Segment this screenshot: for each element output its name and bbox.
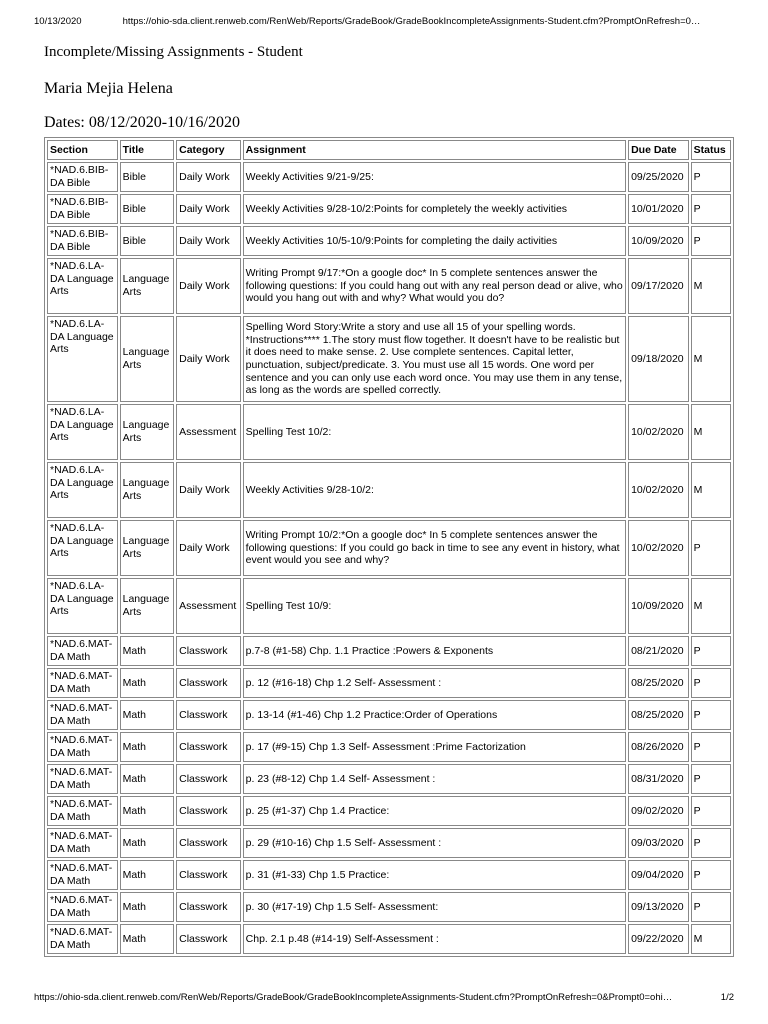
row-category: Daily Work [176,316,241,402]
row-title: Math [120,732,174,762]
row-section: *NAD.6.BIB-DA Bible [47,226,118,256]
header-assignment: Assignment [243,140,626,160]
row-assignment: Writing Prompt 10/2:*On a google doc* In 5 complete sentences answer the following questions: If you could go back in time to see any event in history, what event would you see and why? [243,520,626,576]
row-status: P [691,892,731,922]
row-assignment: p. 23 (#8-12) Chp 1.4 Self- Assessment : [243,764,626,794]
row-status: P [691,732,731,762]
row-category: Classwork [176,828,241,858]
table-row [47,636,731,666]
row-title: Language Arts [120,462,174,518]
row-due-date: 08/25/2020 [628,668,689,698]
row-section: *NAD.6.MAT-DA Math [47,732,118,762]
row-status: P [691,194,731,224]
row-section: *NAD.6.BIB-DA Bible [47,162,118,192]
row-assignment: Writing Prompt 9/17:*On a google doc* In 5 complete sentences answer the following questions: If you could hang out with any real person dead or alive, who would you hang out with and why? What would you do? [243,258,626,314]
table-row [47,892,731,922]
table-row [47,316,731,402]
row-category: Classwork [176,764,241,794]
row-due-date: 08/25/2020 [628,700,689,730]
row-section: *NAD.6.LA-DA Language Arts [47,520,118,576]
print-url: https://ohio-sda.client.renweb.com/RenWeb/Reports/GradeBook/GradeBookIncompleteAssignments-Student.cfm?PromptOnRefresh=0… [122,16,701,27]
row-status: M [691,316,731,402]
row-status: M [691,404,731,460]
row-section: *NAD.6.MAT-DA Math [47,636,118,666]
row-status: P [691,520,731,576]
print-date: 10/13/2020 [34,16,82,27]
row-title: Math [120,860,174,890]
row-section: *NAD.6.LA-DA Language Arts [47,316,118,402]
table-row [47,162,731,192]
row-due-date: 10/01/2020 [628,194,689,224]
table-row [47,828,731,858]
row-due-date: 08/26/2020 [628,732,689,762]
table-row [47,258,731,314]
row-section: *NAD.6.MAT-DA Math [47,892,118,922]
row-section: *NAD.6.LA-DA Language Arts [47,462,118,518]
header-due-date: Due Date [628,140,689,160]
row-assignment: Spelling Test 10/2: [243,404,626,460]
row-title: Math [120,700,174,730]
row-due-date: 09/02/2020 [628,796,689,826]
header-status: Status [691,140,731,160]
table-header-row [47,140,731,160]
row-assignment: Weekly Activities 10/5-10/9:Points for completing the daily activities [243,226,626,256]
table-row [47,462,731,518]
row-title: Math [120,764,174,794]
row-assignment: p. 30 (#17-19) Chp 1.5 Self- Assessment: [243,892,626,922]
header-category: Category [176,140,241,160]
row-title: Math [120,636,174,666]
row-assignment: Chp. 2.1 p.48 (#14-19) Self-Assessment : [243,924,626,954]
row-assignment: p. 25 (#1-37) Chp 1.4 Practice: [243,796,626,826]
row-section: *NAD.6.LA-DA Language Arts [47,258,118,314]
row-title: Math [120,668,174,698]
footer-url: https://ohio-sda.client.renweb.com/RenWeb/Reports/GradeBook/GradeBookIncompleteAssignments-Student.cfm?PromptOnRefresh=0&Prompt0=ohi… [34,992,673,1003]
table-row [47,764,731,794]
row-due-date: 09/18/2020 [628,316,689,402]
row-category: Daily Work [176,194,241,224]
table-row [47,578,731,634]
table-row [47,668,731,698]
row-assignment: p. 29 (#10-16) Chp 1.5 Self- Assessment : [243,828,626,858]
row-due-date: 09/17/2020 [628,258,689,314]
row-status: P [691,860,731,890]
row-status: M [691,462,731,518]
row-assignment: p. 31 (#1-33) Chp 1.5 Practice: [243,860,626,890]
table-row [47,796,731,826]
row-section: *NAD.6.BIB-DA Bible [47,194,118,224]
row-assignment: Weekly Activities 9/28-10/2:Points for completely the weekly activities [243,194,626,224]
row-status: P [691,162,731,192]
print-header [34,16,734,27]
row-due-date: 08/21/2020 [628,636,689,666]
table-row [47,732,731,762]
row-assignment: p.7-8 (#1-58) Chp. 1.1 Practice :Powers & Exponents [243,636,626,666]
row-due-date: 09/04/2020 [628,860,689,890]
row-status: M [691,578,731,634]
row-title: Math [120,892,174,922]
row-status: P [691,796,731,826]
row-category: Classwork [176,636,241,666]
row-title: Language Arts [120,578,174,634]
row-category: Classwork [176,892,241,922]
table-row [47,700,731,730]
row-category: Assessment [176,578,241,634]
row-assignment: p. 12 (#16-18) Chp 1.2 Self- Assessment : [243,668,626,698]
row-section: *NAD.6.MAT-DA Math [47,924,118,954]
row-due-date: 09/13/2020 [628,892,689,922]
row-title: Language Arts [120,258,174,314]
row-due-date: 09/25/2020 [628,162,689,192]
row-category: Classwork [176,860,241,890]
print-footer [34,992,734,1003]
row-status: P [691,700,731,730]
row-status: P [691,668,731,698]
row-title: Bible [120,226,174,256]
row-section: *NAD.6.MAT-DA Math [47,668,118,698]
row-category: Classwork [176,796,241,826]
row-assignment: p. 13-14 (#1-46) Chp 1.2 Practice:Order of Operations [243,700,626,730]
table-row [47,860,731,890]
row-due-date: 09/22/2020 [628,924,689,954]
row-title: Language Arts [120,404,174,460]
table-row [47,924,731,954]
row-category: Classwork [176,700,241,730]
row-category: Assessment [176,404,241,460]
row-category: Classwork [176,668,241,698]
row-category: Classwork [176,924,241,954]
row-section: *NAD.6.MAT-DA Math [47,860,118,890]
row-section: *NAD.6.MAT-DA Math [47,796,118,826]
row-status: M [691,258,731,314]
row-title: Bible [120,162,174,192]
row-category: Daily Work [176,462,241,518]
row-due-date: 09/03/2020 [628,828,689,858]
row-status: P [691,226,731,256]
header-section: Section [47,140,118,160]
row-status: P [691,764,731,794]
row-assignment: Spelling Test 10/9: [243,578,626,634]
row-section: *NAD.6.LA-DA Language Arts [47,578,118,634]
assignments-table [44,137,734,957]
row-category: Classwork [176,732,241,762]
row-title: Math [120,828,174,858]
row-section: *NAD.6.LA-DA Language Arts [47,404,118,460]
row-category: Daily Work [176,162,241,192]
row-section: *NAD.6.MAT-DA Math [47,700,118,730]
header-title: Title [120,140,174,160]
row-section: *NAD.6.MAT-DA Math [47,828,118,858]
row-status: P [691,636,731,666]
table-row [47,404,731,460]
row-assignment: Weekly Activities 9/28-10/2: [243,462,626,518]
row-status: M [691,924,731,954]
row-status: P [691,828,731,858]
page-number: 1/2 [720,992,734,1003]
row-title: Language Arts [120,316,174,402]
row-assignment: p. 17 (#9-15) Chp 1.3 Self- Assessment :Prime Factorization [243,732,626,762]
table-row [47,520,731,576]
table-row [47,226,731,256]
row-title: Math [120,796,174,826]
report-title: Incomplete/Missing Assignments - Student [44,44,303,60]
row-category: Daily Work [176,258,241,314]
table-row [47,194,731,224]
date-range: Dates: 08/12/2020-10/16/2020 [44,114,240,131]
row-title: Language Arts [120,520,174,576]
row-due-date: 08/31/2020 [628,764,689,794]
row-due-date: 10/02/2020 [628,520,689,576]
row-category: Daily Work [176,226,241,256]
row-due-date: 10/09/2020 [628,226,689,256]
row-due-date: 10/02/2020 [628,404,689,460]
row-due-date: 10/09/2020 [628,578,689,634]
row-assignment: Spelling Word Story:Write a story and use all 15 of your spelling words. *Instructions**** 1.The story must flow together. It doesn't have to be realistic but it does need to make sense. 2. Use complete sentences. Capital letter, punctuation, subject/predicate. 3. You must use all 15 words. One word per sentence and you can only use each word once. You may use them in any tense, as long as the words are spelled correctly. [243,316,626,402]
row-category: Daily Work [176,520,241,576]
row-due-date: 10/02/2020 [628,462,689,518]
row-assignment: Weekly Activities 9/21-9/25: [243,162,626,192]
row-title: Math [120,924,174,954]
row-section: *NAD.6.MAT-DA Math [47,764,118,794]
row-title: Bible [120,194,174,224]
table-body [47,162,731,954]
student-name: Maria Mejia Helena [44,80,173,97]
